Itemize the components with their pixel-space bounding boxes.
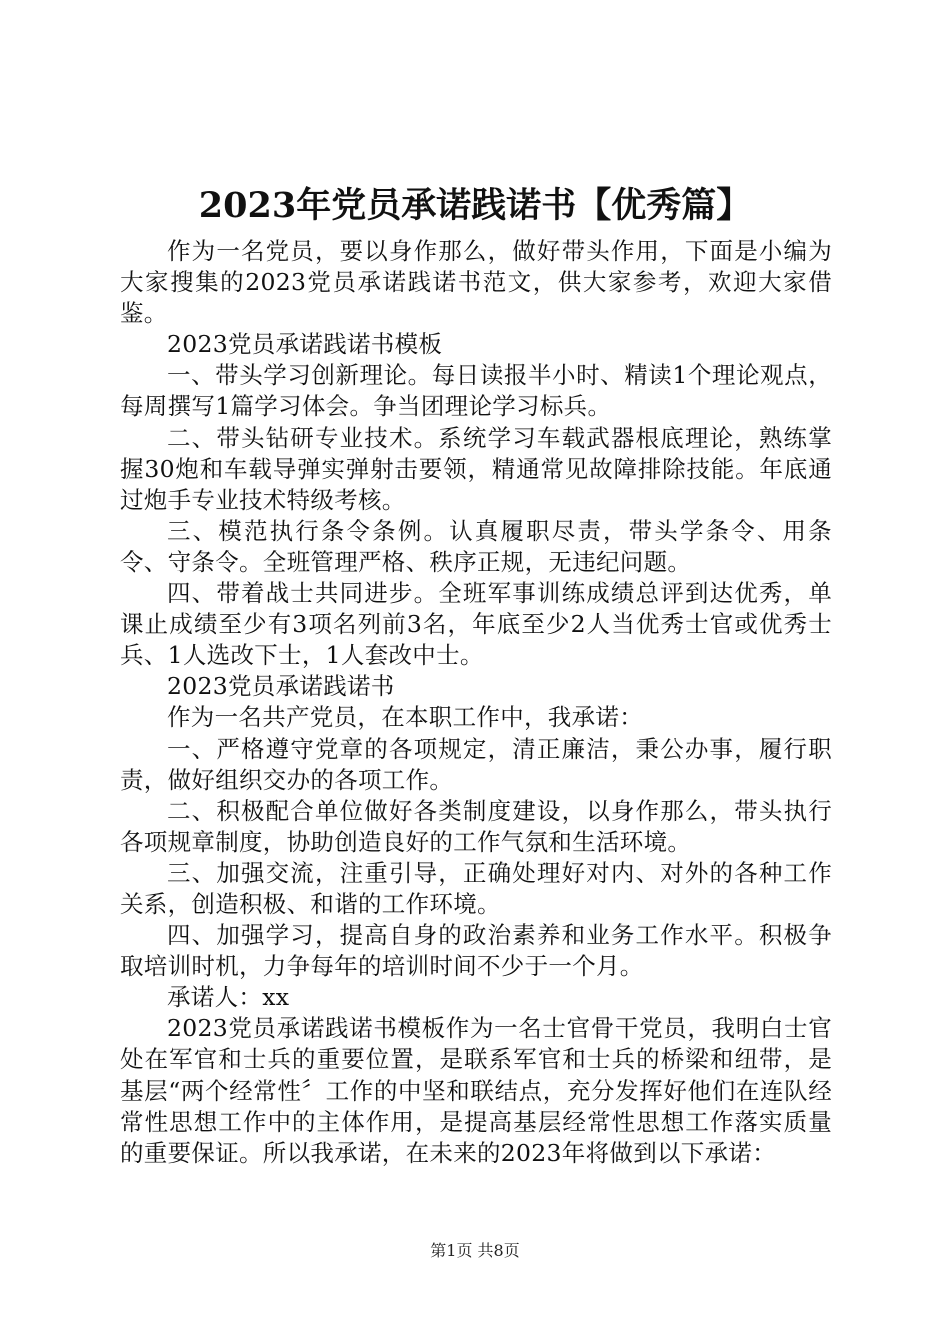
paragraph-template-2: 2023党员承诺践诺书模板作为一名士官骨干党员，我明白士官处在军官和士兵的重要位置，是联系军官和士兵的桥梁和纽带，是基层“两个经常性〞工作的中坚和联结点，充分发挥好他们在连队经常性思想工作中的主体作用，是提高基层经常性思想工作落实质量的重要保证。所以我承诺，在未来的2023年将做到以下承诺： <box>120 1014 832 1167</box>
paragraph-pledge-4: 四、加强学习，提高自身的政治素养和业务工作水平。积极争取培训时机，力争每年的培训时间不少于一个月。 <box>120 921 832 981</box>
paragraph-item-4: 四、带着战士共同进步。全班军事训练成绩总评到达优秀，单课止成绩至少有3项名列前3名，年底至少2人当优秀士官或优秀士兵、1人选改下士，1人套改中士。 <box>120 579 832 670</box>
paragraph-signatory: 承诺人：xx <box>167 983 290 1012</box>
paragraph-item-1: 一、带头学习创新理论。每日读报半小时、精读1个理论观点，每周撰写1篇学习体会。争当团理论学习标兵。 <box>120 361 832 421</box>
paragraph-item-2: 二、带头钻研专业技术。系统学习车载武器根底理论，熟练掌握30炮和车载导弹实弹射击要领，精通常见故障排除技能。年底通过炮手专业技术特级考核。 <box>120 423 832 514</box>
document-body <box>120 236 832 1169</box>
paragraph-pledge-1: 一、严格遵守党章的各项规定，清正廉洁，秉公办事，履行职责，做好组织交办的各项工作。 <box>120 734 832 794</box>
paragraph-item-3: 三、模范执行条令条例。认真履职尽责，带头学条令、用条令、守条令。全班管理严格、秩序正规，无违纪问题。 <box>120 516 832 576</box>
document-title: 2023年党员承诺践诺书【优秀篇】 <box>198 185 752 226</box>
paragraph-pledge-2: 二、积极配合单位做好各类制度建设，以身作那么，带头执行各项规章制度，协助创造良好的工作气氛和生活环境。 <box>120 796 832 856</box>
paragraph-heading-pledge: 2023党员承诺践诺书 <box>167 672 395 701</box>
paragraph-pledge-intro: 作为一名共产党员，在本职工作中，我承诺： <box>167 703 643 732</box>
page-footer: 第1页 共8页 <box>430 1241 520 1260</box>
paragraph-intro: 作为一名党员，要以身作那么，做好带头作用，下面是小编为大家搜集的2023党员承诺践诺书范文，供大家参考，欢迎大家借鉴。 <box>120 237 832 328</box>
paragraph-heading-template: 2023党员承诺践诺书模板 <box>167 330 443 359</box>
paragraph-pledge-3: 三、加强交流，注重引导，正确处理好对内、对外的各种工作关系，创造积极、和谐的工作环境。 <box>120 858 832 918</box>
